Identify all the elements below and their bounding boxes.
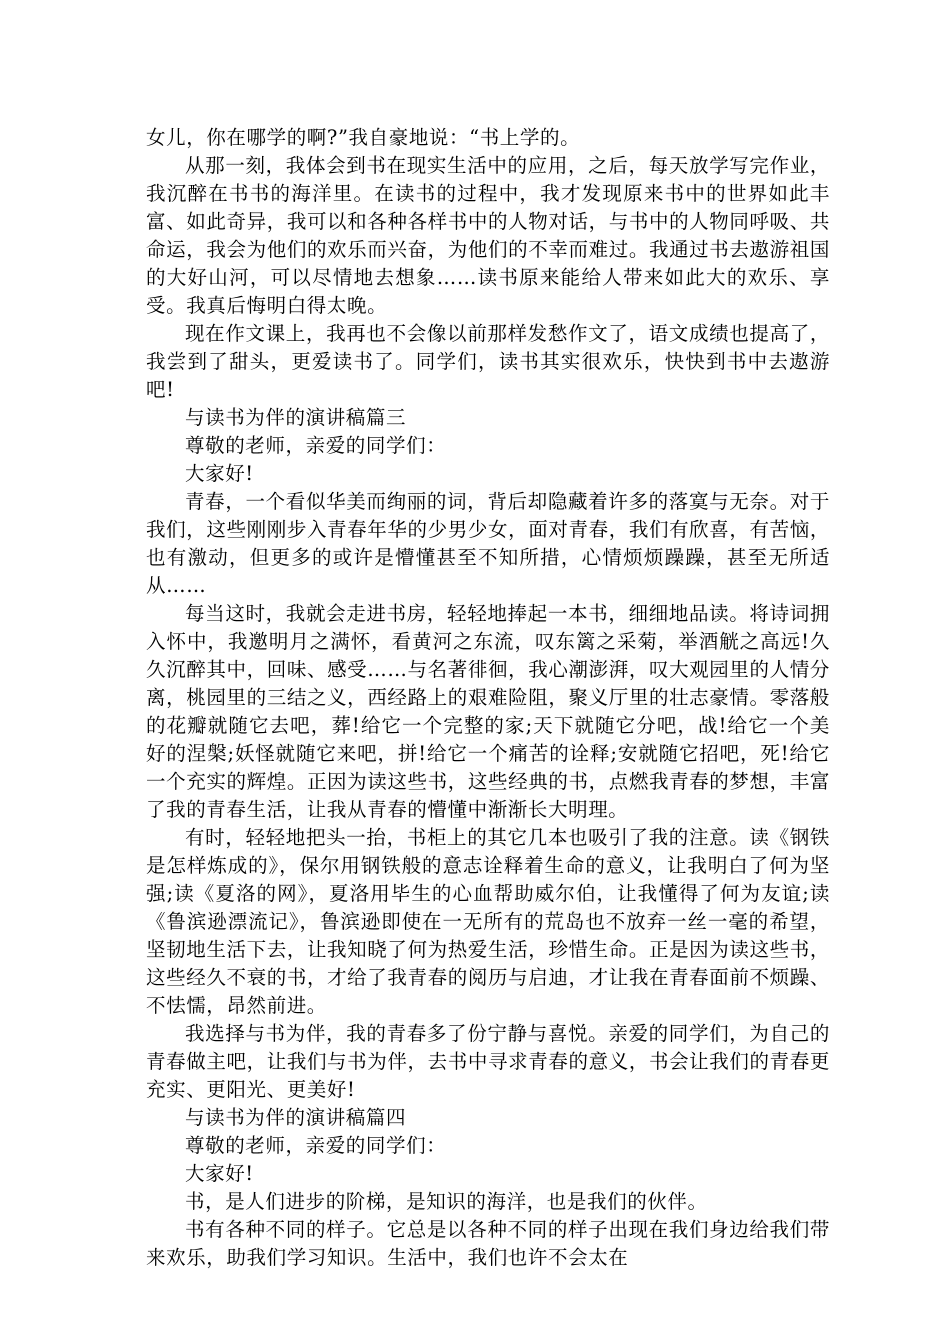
paragraph-8: 每当这时，我就会走进书房，轻轻地捧起一本书，细细地品读。将诗词拥入怀中，我邀明月之满怀，看黄河之东流，叹东篱之采菊，举酒觥之高远!久久沉醉其中，回味、感受……与名著徘徊，我心潮澎湃，叹大观园里的人情分离，桃园里的三结之义，西经路上的艰难险阻，聚义厅里的壮志豪情。零落般的花瓣就随它去吧，葬!给它一个完整的家;天下就随它分吧，战!给它一个美好的涅槃;妖怪就随它来吧，拼!给它一个痛苦的诠释;安就随它招吧，死!给它一个充实的辉煌。正因为读这些书，这些经典的书，点燃我青春的梦想，丰富了我的青春生活，让我从青春的懵懂中渐渐长大明理。 [146, 602, 830, 821]
section-heading-3: 与读书为伴的演讲稿篇三 [185, 406, 407, 429]
greeting-3: 大家好! [185, 462, 254, 485]
salutation-4: 尊敬的老师，亲爱的同学们： [185, 1134, 447, 1157]
paragraph-3: 现在作文课上，我再也不会像以前那样发愁作文了，语文成绩也提高了，我尝到了甜头，更爱读书了。同学们，读书其实很欢乐，快快到书中去遨游吧! [146, 322, 830, 401]
paragraph-10: 我选择与书为伴，我的青春多了份宁静与喜悦。亲爱的同学们，为自己的青春做主吧，让我们与书为伴，去书中寻求青春的意义，书会让我们的青春更充实、更阳光、更美好! [146, 1022, 830, 1101]
paragraph-9: 有时，轻轻地把头一抬，书柜上的其它几本也吸引了我的注意。读《钢铁是怎样炼成的》，保尔用钢铁般的意志诠释着生命的意义，让我明白了何为坚强;读《夏洛的网》，夏洛用毕生的心血帮助威尔伯，让我懂得了何为友谊;读《鲁滨逊漂流记》，鲁滨逊即使在一无所有的荒岛也不放弃一丝一毫的希望，坚韧地生活下去，让我知晓了何为热爱生活，珍惜生命。正是因为读这些书，这些经久不衰的书，才给了我青春的阅历与启迪，才让我在青春面前不烦躁、不怯懦，昂然前进。 [146, 826, 830, 1017]
salutation-3: 尊敬的老师，亲爱的同学们： [185, 434, 447, 457]
paragraph-1: 女儿，你在哪学的啊?”我自豪地说：“书上学的。 [146, 126, 581, 149]
paragraph-14: 书，是人们进步的阶梯，是知识的海洋，也是我们的伙伴。 [185, 1190, 708, 1213]
section-heading-4: 与读书为伴的演讲稿篇四 [185, 1106, 407, 1129]
document-page [146, 124, 830, 1272]
greeting-4: 大家好! [185, 1162, 254, 1185]
paragraph-15: 书有各种不同的样子。它总是以各种不同的样子出现在我们身边给我们带来欢乐，助我们学习知识。生活中，我们也许不会太在 [146, 1218, 830, 1269]
paragraph-2: 从那一刻，我体会到书在现实生活中的应用，之后，每天放学写完作业，我沉醉在书书的海洋里。在读书的过程中，我才发现原来书中的世界如此丰富、如此奇异，我可以和各种各样书中的人物对话，与书中的人物同呼吸、共命运，我会为他们的欢乐而兴奋，为他们的不幸而难过。我通过书去遨游祖国的大好山河，可以尽情地去想象……读书原来能给人带来如此大的欢乐、享受。我真后悔明白得太晚。 [146, 154, 830, 317]
paragraph-7: 青春，一个看似华美而绚丽的词，背后却隐藏着许多的落寞与无奈。对于我们，这些刚刚步入青春年华的少男少女，面对青春，我们有欣喜，有苦恼，也有激动，但更多的或许是懵懂甚至不知所措，心情烦烦躁躁，甚至无所适从…… [146, 490, 830, 597]
